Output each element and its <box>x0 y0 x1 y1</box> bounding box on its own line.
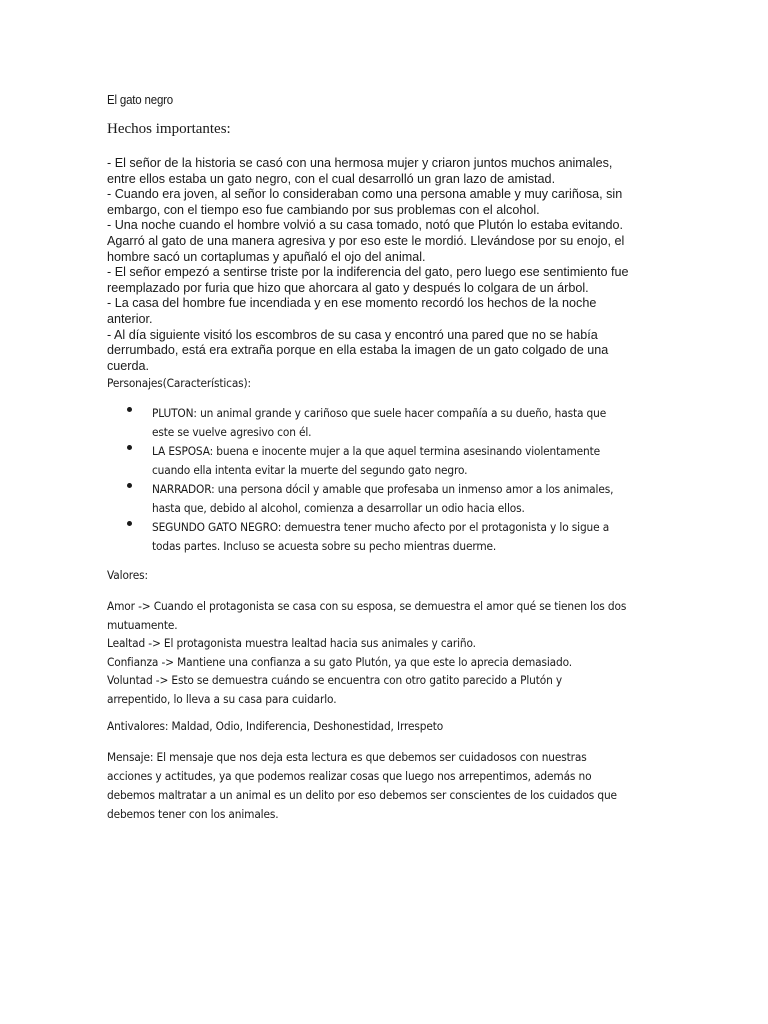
list-item-esposa <box>127 442 648 480</box>
mensaje-line: Mensaje: El mensaje que nos deja esta lectura es que debemos ser cuidadosos con nuestras <box>107 750 587 764</box>
character-line: cuando ella intenta evitar la muerte del segundo gato negro. <box>152 463 468 477</box>
value-line: Amor -> Cuando el protagonista se casa con su esposa, se demuestra el amor qué se tienen los dos <box>107 599 627 613</box>
characters-list <box>127 404 648 556</box>
bullet-icon <box>127 483 132 488</box>
section-heading-valores: Valores: <box>107 568 148 582</box>
mensaje-line: acciones y actitudes, ya que podemos realizar cosas que luego nos arrepentimos, además no <box>107 769 592 783</box>
fact-line: embargo, con el tiempo eso fue cambiando por sus problemas con el alcohol. <box>107 202 540 217</box>
mensaje-line: debemos maltratar a un animal es un delito por eso debemos ser conscientes de los cuidados que <box>107 788 617 802</box>
character-line: LA ESPOSA: buena e inocente mujer a la que aquel termina asesinando violentamente <box>152 444 601 458</box>
fact-line: cuerda. <box>107 358 150 373</box>
value-line: arrepentido, lo lleva a su casa para cuidarlo. <box>107 691 337 706</box>
character-line: PLUTON: un animal grande y cariñoso que suele hacer compañía a su dueño, hasta que <box>152 406 607 420</box>
fact-line: - Cuando era joven, al señor lo consideraban como una persona amable y muy cariñosa, sin <box>107 187 623 202</box>
character-line: todas partes. Incluso se acuesta sobre su pecho mientras duerme. <box>152 539 497 553</box>
mensaje-paragraph <box>107 748 655 824</box>
character-line: NARRADOR: una persona dócil y amable que profesaba un inmenso amor a los animales, <box>152 482 614 496</box>
document-title: El gato negro <box>107 93 174 107</box>
bullet-icon <box>127 445 132 450</box>
bullet-icon <box>127 407 132 412</box>
fact-line: hombre sacó un cortaplumas y apuñaló el ojo del animal. <box>107 249 426 264</box>
facts-paragraph <box>107 156 667 374</box>
fact-line: derrumbado, está era extraña porque en ella estaba la imagen de un gato colgado de una <box>107 343 609 358</box>
character-line: SEGUNDO GATO NEGRO: demuestra tener mucho afecto por el protagonista y lo sigue a <box>152 520 610 534</box>
value-line: Confianza -> Mantiene una confianza a su gato Plutón, ya que este lo aprecia demasiado. <box>107 654 572 669</box>
antivalores-line: Antivalores: Maldad, Odio, Indiferencia, Deshonestidad, Irrespeto <box>107 719 444 733</box>
values-paragraph <box>107 597 665 708</box>
section-heading-hechos: Hechos importantes: <box>107 121 231 137</box>
bullet-icon <box>127 521 132 526</box>
fact-line: entre ellos estaba un gato negro, con el cual desarrolló un gran lazo de amistad. <box>107 171 556 186</box>
list-item-segundo-gato <box>127 518 648 556</box>
fact-line: - Una noche cuando el hombre volvió a su casa tomado, notó que Plutón lo estaba evitando. <box>107 218 623 233</box>
list-item-narrador <box>127 480 648 518</box>
fact-line: - El señor empezó a sentirse triste por la indiferencia del gato, pero luego ese sentimiento fue <box>107 265 629 280</box>
value-line: mutuamente. <box>107 617 178 632</box>
value-line: Lealtad -> El protagonista muestra lealtad hacia sus animales y cariño. <box>107 636 476 650</box>
fact-line: reemplazado por furia que hizo que ahorcara al gato y después lo colgara de un árbol. <box>107 280 589 295</box>
fact-line: - Al día siguiente visitó los escombros de su casa y encontró una pared que no se había <box>107 327 598 342</box>
fact-line: Agarró al gato de una manera agresiva y por eso este le mordió. Llevándose por su enojo, el <box>107 233 625 248</box>
character-line: este se vuelve agresivo con él. <box>152 425 312 439</box>
mensaje-line: debemos tener con los animales. <box>107 807 279 821</box>
fact-line: - La casa del hombre fue incendiada y en ese momento recordó los hechos de la noche <box>107 296 597 311</box>
section-heading-personajes: Personajes(Características): <box>107 376 251 390</box>
fact-line: - El señor de la historia se casó con una hermosa mujer y criaron juntos muchos animales, <box>107 156 613 170</box>
list-item-pluton <box>127 404 648 442</box>
value-line: Voluntad -> Esto se demuestra cuándo se encuentra con otro gatito parecido a Plutón y <box>107 673 563 687</box>
character-line: hasta que, debido al alcohol, comienza a desarrollar un odio hacia ellos. <box>152 501 525 515</box>
fact-line: anterior. <box>107 311 153 326</box>
